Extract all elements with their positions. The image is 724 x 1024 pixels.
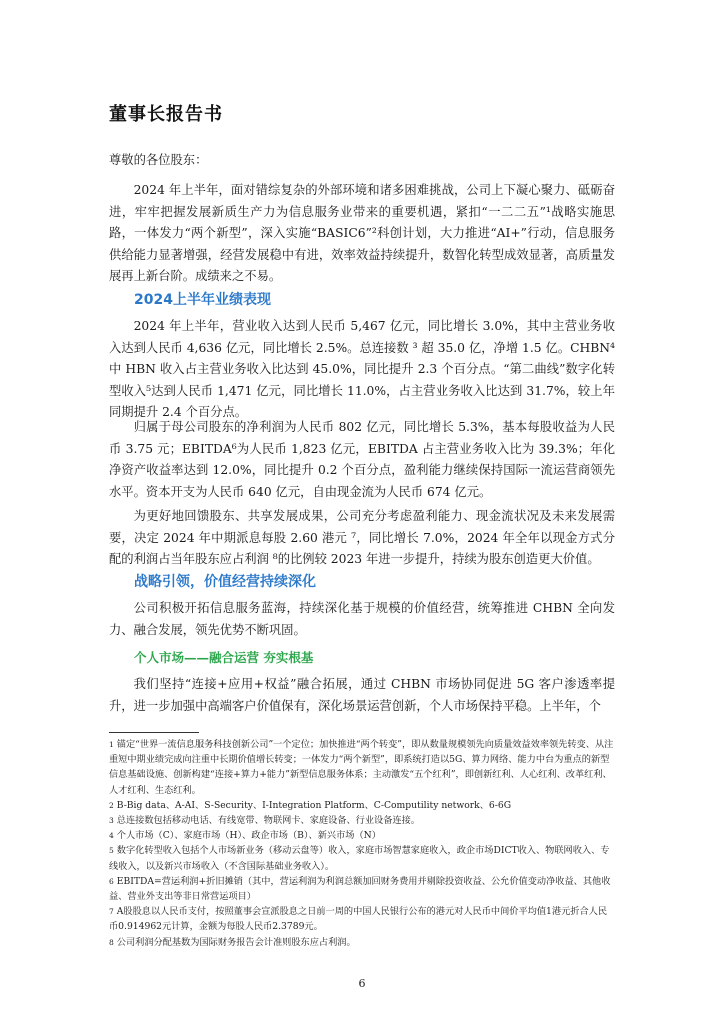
greeting: 尊敬的各位股东：: [109, 153, 208, 167]
footnote-item: $^4$ 个人市场（C）、家庭市场（H）、政企市场（B）、新兴市场（N）: [109, 830, 381, 842]
footnote-item: $^1$ 锚定“世界一流信息服务科技创新公司”一个定位；加快推进“两个转变”，即从数量规模领先向质量效益效率领先转变、从注重短中期业绩完成向注重中长期价值增长转变；一体发力“两个新型”，即系统打造以5G、算力网络、能力中台为重点的新型信息基础设施、创新构建“连接+算力+能力”新型信息服务体系；主动激发“五个红利”，即创新红利、人心红利、改革红利、人才红利、生态红利。: [109, 739, 614, 796]
subheading-personal-market: 个人市场——融合运营 夯实根基: [134, 650, 314, 665]
strategy-paragraph-1: 公司积极开拓信息服务蓝海，持续深化基于规模的价值经营，统筹推进 CHBN 全向发力、融合发展，领先优势不断巩固。: [109, 601, 615, 637]
section-heading-strategy: 战略引领，价值经营持续深化: [134, 574, 316, 590]
footnote-item: $^3$ 总连接数包括移动电话、有线宽带、物联网卡、家庭设备、行业设备连接。: [109, 815, 420, 827]
performance-paragraph-3: 为更好地回馈股东、共享发展成果，公司充分考虑盈利能力、现金流状况及未来发展需要，决定 2024 年中期派息每股 2.60 港元 ⁷，同比增长 7.0%，2024 年全年以现金方式分配的利润占当年股东应占利润 ⁸的比例较 2023 年进一步提升，持续为股东创造更大价值。: [109, 509, 615, 566]
page-number: 6: [358, 977, 366, 990]
footnote-item: $^5$ 数字化转型收入包括个人市场新业务（移动云盘等）收入，家庭市场智慧家庭收入，政企市场DICT收入、物联网收入、专线收入，以及新兴市场收入（不含国际基础业务收入）。: [109, 845, 610, 872]
footnote-divider: [109, 732, 199, 733]
intro-paragraph: 2024 年上半年，面对错综复杂的外部环境和诸多困难挑战，公司上下凝心聚力、砥砺奋进，牢牢把握发展新质生产力为信息服务业带来的重要机遇，紧扣“一二二五”¹战略实施思路，一体发力“两个新型”，深入实施“BASIC6”²科创计划，大力推进“AI+”行动，信息服务供给能力显著增强，经营发展稳中有进，效率效益持续提升，数智化转型成效显著，高质量发展再上新台阶。成绩来之不易。: [109, 183, 615, 283]
performance-paragraph-2: 归属于母公司股东的净利润为人民币 802 亿元，同比增长 5.3%，基本每股收益为人民币 3.75 元；EBITDA⁶为人民币 1,823 亿元，EBITDA 占主营业务收入比为 39.3%；年化净资产收益率达到 12.0%，同比提升 0.2 个百分点，盈利能力继续保持国际一流运营商领先水平。资本开支为人民币 640 亿元，自由现金流为人民币 674 亿元。: [109, 420, 615, 499]
personal-market-paragraph: 我们坚持“连接+应用+权益”融合拓展，通过 CHBN 市场协同促进 5G 客户渗透率提升，进一步加强中高端客户价值保有，深化场景运营创新，个人市场保持平稳。上半年，个: [109, 677, 615, 713]
footnote-item: $^8$ 公司利润分配基数为国际财务报告会计准则股东应占利润。: [109, 936, 356, 948]
footnote-item: $^2$ B-Big data、A-AI、S-Security、I-Integration Platform、C-Computility network、6-6G: [109, 799, 512, 811]
section-heading-performance: 2024上半年业绩表现: [134, 292, 271, 308]
footnote-item: $^7$ A股股息以人民币支付，按照董事会宣派股息之日前一周的中国人民银行公布的港元对人民币中间价平均值1港元折合人民币0.914962元计算，金额为每股人民币2.3789元。: [109, 906, 608, 933]
footnote-item: $^6$ EBITDA=营运利润+折旧摊销（其中，营运利润为利润总额加回财务费用并剔除投资收益、公允价值变动净收益、其他收益、营业外支出等非日常营运项目）: [109, 875, 611, 903]
performance-paragraph-1: 2024 年上半年，营业收入达到人民币 5,467 亿元，同比增长 3.0%，其中主营业务收入达到人民币 4,636 亿元，同比增长 2.5%。总连接数 ³ 超 35.0 亿，净增 1.5 亿。CHBN⁴中 HBN 收入占主营业务收入比达到 45.0%，同比提升 2.3 个百分点。“第二曲线”数字化转型收入⁵达到人民币 1,471 亿元，同比增长 11.0%，占主营业务收入比达到 31.7%，较上年同期提升 2.4 个百分点。: [109, 319, 615, 419]
footnotes: [109, 737, 615, 950]
page-title: 董事长报告书: [109, 104, 223, 125]
